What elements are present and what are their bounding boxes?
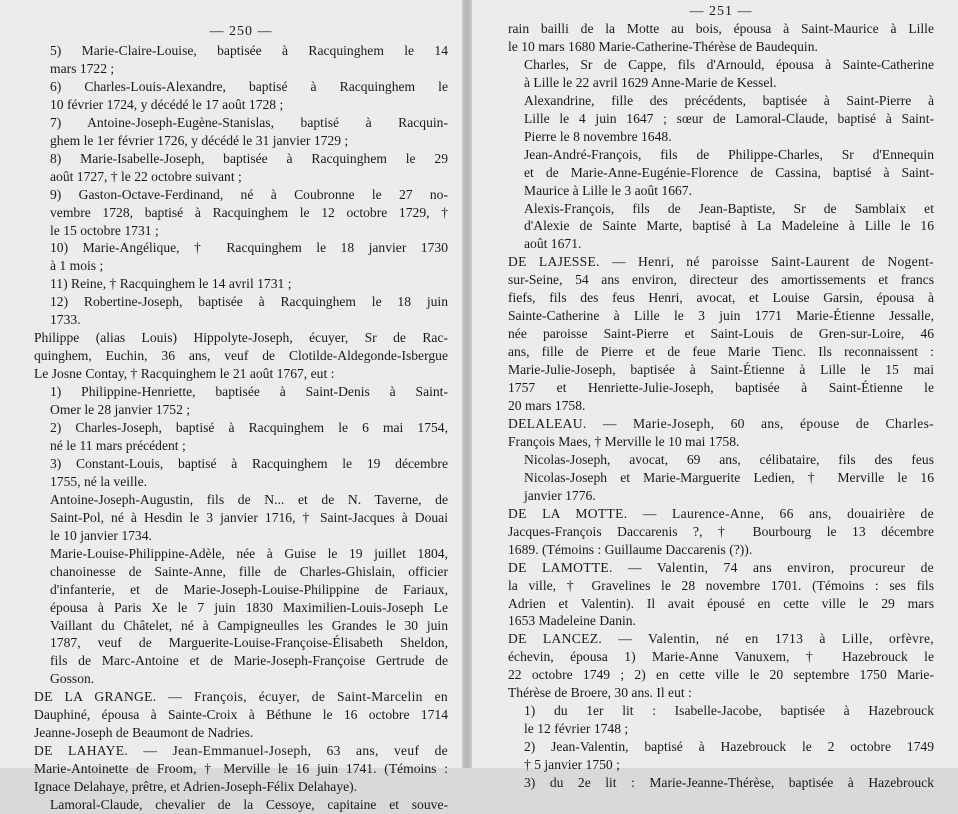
text-line: Marie-Antoinette de Froom, † Merville le 16 juin 1741. (Témoins : [34,761,448,777]
text-line: la ville, † Gravelines le 28 novembre 1701. (Témoins : ses fils [508,577,934,593]
text-line: DE LA GRANGE. — François, écuyer, de Saint-Marcelin en [34,689,448,705]
text-line: Saint-Pol, né à Hesdin le 3 janvier 1716, † Saint-Jacques à Douai [50,509,448,525]
text-line: 7) Antoine-Joseph-Eugène-Stanislas, baptisé à Racquin- [50,114,448,130]
text-line: DE LAHAYE. — Jean-Emmanuel-Joseph, 63 ans, veuf de [34,743,448,759]
text-line: Le Josne Contay, † Racquinghem le 21 août 1767, eut : [34,366,335,382]
text-line: 3) du 2e lit : Marie-Jeanne-Thérèse, baptisée à Hazebrouck [524,775,934,791]
text-line: le 10 janvier 1734. [50,527,152,543]
text-line: DE LANCEZ. — Valentin, né en 1713 à Lille, orfèvre, [508,631,934,647]
text-line: 9) Gaston-Octave-Ferdinand, né à Coubronne le 27 no- [50,186,448,202]
text-line: 1757 et Henriette-Julie-Joseph, baptisée à Saint-Étienne le [508,380,934,396]
text-line: 22 octobre 1749 ; 2) en cette ville le 20 septembre 1750 Marie- [508,667,934,683]
text-line: 1755, né la veille. [50,473,148,489]
text-line: Alexis-François, fils de Jean-Baptiste, Sr de Samblaix et [524,200,934,216]
text-line: le 10 mars 1680 Marie-Catherine-Thérèse de Baudequin. [508,38,818,54]
right-page [472,0,958,791]
text-line: et de Marie-Anne-Eugénie-Florence de Cassina, baptisé à Saint- [524,164,934,180]
text-line: 1733. [50,312,81,328]
text-line: 1653 Madeleine Danin. [508,613,636,629]
text-line: quinghem, Euchin, 36 ans, veuf de Clotilde-Aldegonde-Isbergue [34,348,448,364]
text-line: chanoinesse de Sainte-Anne, fille de Charles-Ghislain, officier [50,563,448,579]
text-line: Charles, Sr de Cappe, fils d'Arnould, épousa à Sainte-Catherine [524,56,934,72]
text-line: Gosson. [50,671,95,687]
left-page-text [34,42,448,814]
text-line: 8) Marie-Isabelle-Joseph, baptisée à Racquinghem le 29 [50,150,448,166]
right-page-text [508,20,934,792]
text-line: 2) Jean-Valentin, baptisé à Hazebrouck le 2 octobre 1749 [524,739,934,755]
text-line: 5) Marie-Claire-Louise, baptisée à Racquinghem le 14 [50,43,448,58]
text-line: DELALEAU. — Marie-Joseph, 60 ans, épouse de Charles- [508,415,934,431]
text-line: rain bailli de la Motte au bois, épousa à Saint-Maurice à Lille [508,21,934,36]
book-gutter [462,0,472,768]
text-line: Jean-André-François, fils de Philippe-Charles, Sr d'Ennequin [524,146,934,162]
text-line: 11) Reine, † Racquinghem le 14 avril 1731 ; [50,276,292,292]
text-line: d'infanterie, et de Marie-Joseph-Louise-Philippine de Fariaux, [50,581,448,597]
text-line: Philippe (alias Louis) Hippolyte-Joseph, écuyer, Sr de Rac- [34,330,448,346]
text-line: Jacques-François Daccarenis ?, † Bourbourg le 13 décembre [508,523,934,539]
text-line: 12) Robertine-Joseph, baptisée à Racquinghem le 18 juin [50,294,448,310]
left-page [0,0,462,813]
text-line: Sainte-Catherine à Lille le 3 juin 1771 Marie-Étienne Jessalle, [508,308,934,324]
text-line: 10) Marie-Angélique, † Racquinghem le 18 janvier 1730 [50,240,448,256]
text-line: Adrien et Valentin). Il avait épousé en cette ville le 29 mars [508,595,934,611]
text-line: janvier 1776. [524,487,596,503]
text-line: vembre 1728, baptisé à Racquinghem le 12 octobre 1729, † [50,204,448,220]
text-line: 10 février 1724, y décédé le 17 août 1728 ; [50,96,284,112]
text-line: sur-Seine, 54 ans environ, directeur des amortissements et francs [508,272,934,288]
text-line: Thérèse de Broere, 30 ans. Il eut : [508,685,692,701]
text-line: 3) Constant-Louis, baptisé à Racquinghem le 19 décembre [50,455,448,471]
text-line: ans, fille de Pierre et de feue Marie Tienc. Ils reconnaissent : [508,344,934,360]
text-line: Dauphiné, épousa à Sainte-Croix à Béthune le 16 octobre 1714 [34,707,448,723]
text-line: Nicolas-Joseph, avocat, 69 ans, célibataire, fils des feus [524,451,934,467]
text-line: mars 1722 ; [50,60,115,76]
text-line: 1787, veuf de Marguerite-Louise-Françoise-Élisabeth Sheldon, [50,635,448,651]
text-line: 1) du 1er lit : Isabelle-Jacobe, baptisée à Hazebrouck [524,703,934,719]
text-line: Antoine-Joseph-Augustin, fils de N... et de N. Taverne, de [50,491,448,507]
text-line: DE LAJESSE. — Henri, né paroisse Saint-Laurent de Nogent- [508,254,934,270]
text-line: Maurice à Lille le 3 août 1667. [524,182,692,198]
text-line: Nicolas-Joseph et Marie-Marguerite Ledien, † Merville le 16 [524,469,934,485]
text-line: échevin, épousa 1) Marie-Anne Vanuxem, † Hazebrouck le [508,649,934,665]
text-line: 1689. (Témoins : Guillaume Daccarenis (?)). [508,541,753,557]
text-line: Marie-Julie-Joseph, baptisée à Saint-Étienne à Lille le 15 mai [508,362,934,378]
text-line: août 1671. [524,236,582,252]
text-line: épousa à Paris Xe le 7 juin 1830 Maximilien-Louis-Joseph Le [50,599,448,615]
text-line: 6) Charles-Louis-Alexandre, baptisé à Racquinghem le [50,78,448,94]
text-line: août 1727, † le 22 octobre suivant ; [50,168,242,184]
text-line: fiefs, fils des feus Henri, avocat, et Louise Garsin, épousa à [508,290,934,306]
text-line: née paroisse Saint-Pierre et Saint-Louis de Gren-sur-Loire, 46 [508,326,934,342]
text-line: DE LAMOTTE. — Valentin, 74 ans environ, procureur de [508,559,934,575]
text-line: Marie-Louise-Philippine-Adèle, née à Guise le 19 juillet 1804, [50,545,448,561]
text-line: 20 mars 1758. [508,398,586,414]
page-number-right: — 251 — [689,4,753,19]
text-line: ghem le 1er février 1726, y décédé le 31 janvier 1729 ; [50,132,349,148]
text-line: 2) Charles-Joseph, baptisé à Racquinghem le 6 mai 1754, [50,420,448,436]
text-line: le 15 octobre 1731 ; [50,222,159,238]
text-line: Lille le 4 juin 1647 ; sœur de Lamoral-Claude, baptisé à Saint- [524,110,934,126]
text-line: Omer le 28 janvier 1752 ; [50,402,191,418]
text-line: Pierre le 8 novembre 1648. [524,128,672,144]
text-line: 1) Philippine-Henriette, baptisée à Saint-Denis à Saint- [50,384,448,400]
text-line: d'Alexie de Sainte Marte, baptisé à La Madeleine à Lille le 16 [524,218,934,234]
text-line: Jeanne-Joseph de Beaumont de Nadries. [34,725,254,741]
text-line: Lamoral-Claude, chevalier de la Cessoye, capitaine et souve- [50,797,448,813]
text-line: le 12 février 1748 ; [524,721,629,737]
text-line: à 1 mois ; [50,258,104,274]
text-line: à Lille le 22 avril 1629 Anne-Marie de Kessel. [524,74,777,90]
text-line: né le 11 mars précédent ; [50,437,186,453]
text-line: Ignace Delahaye, prêtre, et Adrien-Joseph-Félix Delahaye). [34,779,358,795]
text-line: François Maes, † Merville le 10 mai 1758. [508,433,740,449]
text-line: † 5 janvier 1750 ; [524,757,620,773]
text-line: Vaillant du Châtelet, né à Campigneulles les Grandes le 30 juin [50,617,448,633]
text-line: DE LA MOTTE. — Laurence-Anne, 66 ans, douairière de [508,505,934,521]
text-line: fils de Marc-Antoine et de Marie-Joseph-Françoise Gertrude de [50,653,448,669]
page-number-left: — 250 — [209,24,273,39]
text-line: Alexandrine, fille des précédents, baptisée à Saint-Pierre à [524,92,934,108]
